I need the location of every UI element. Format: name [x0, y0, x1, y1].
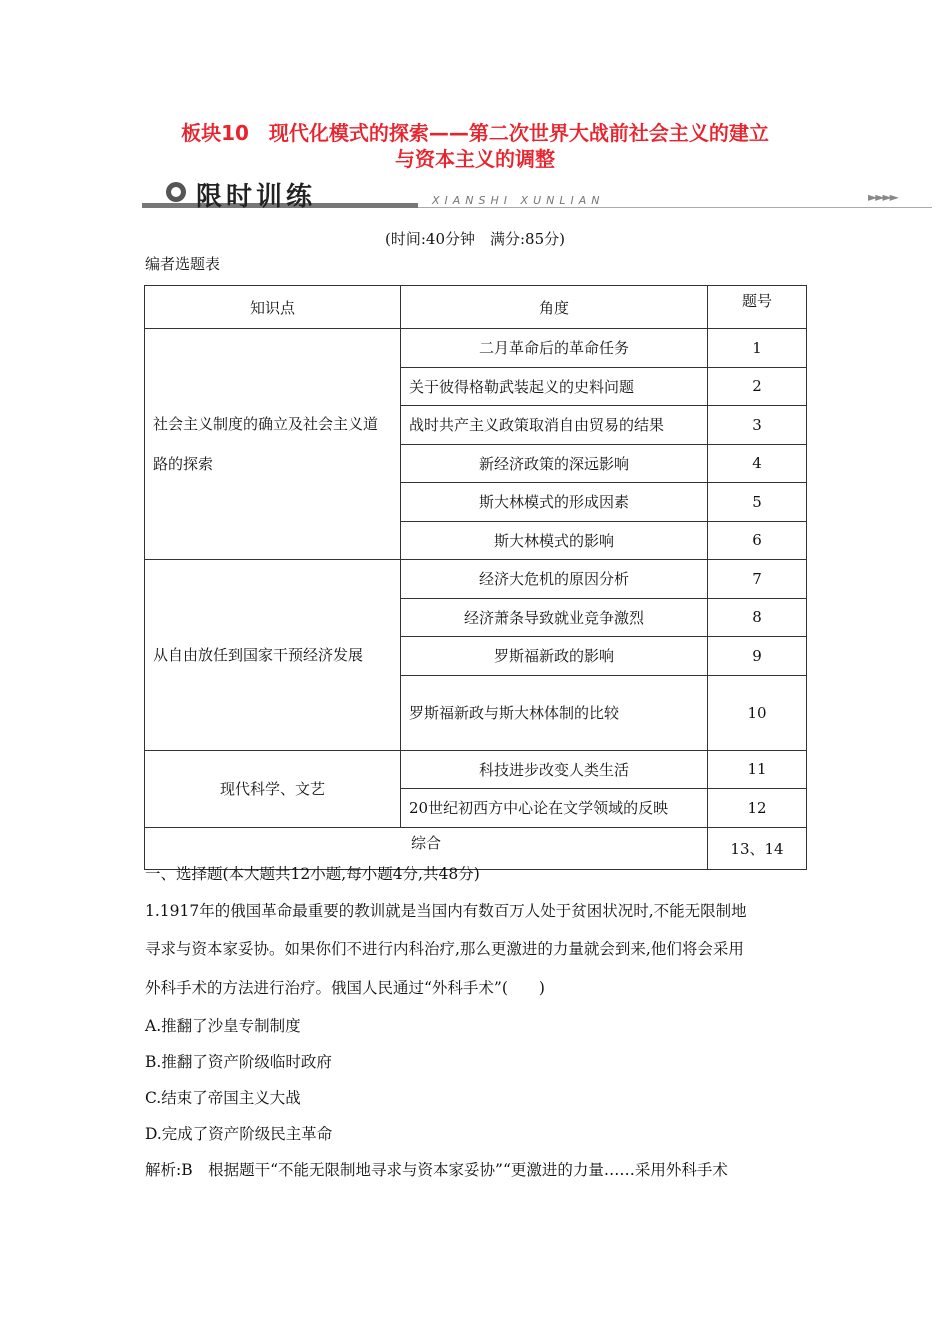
angle-cell: 二月革命后的革命任务 [401, 329, 708, 368]
number-cell: 6 [708, 521, 807, 560]
angle-cell-text: 罗斯福新政与斯大林体制的比较 [409, 703, 620, 722]
table-row [145, 750, 807, 789]
table-row [145, 560, 807, 599]
angle-cell: 斯大林模式的形成因素 [401, 483, 708, 522]
question-text-line-3: 外科手术的方法进行治疗。俄国人民通过“外科手术”( ) [145, 979, 545, 997]
option-d: D.完成了资产阶级民主革命 [145, 1125, 333, 1143]
angle-cell: 关于彼得格勒武装起义的史料问题 [401, 367, 708, 406]
angle-cell [401, 675, 708, 750]
number-cell: 2 [708, 367, 807, 406]
number-cell: 11 [708, 750, 807, 789]
topic-cell: 从自由放任到国家干预经济发展 [145, 560, 401, 751]
table-row [145, 329, 807, 368]
banner-rule [418, 207, 932, 208]
title-line-1: 板块10 现代化模式的探索——第二次世界大战前社会主义的建立 [181, 121, 769, 145]
banner-label: 限时训练 [196, 182, 317, 212]
angle-cell: 新经济政策的深远影响 [401, 444, 708, 483]
summary-cell: 综合 [145, 827, 708, 870]
option-b: B.推翻了资产阶级临时政府 [145, 1053, 332, 1071]
banner-pinyin: XIANSHI XUNLIAN [432, 194, 605, 207]
number-cell: 7 [708, 560, 807, 599]
header-angle: 角度 [401, 286, 708, 329]
angle-cell: 科技进步改变人类生活 [401, 750, 708, 789]
number-cell: 8 [708, 598, 807, 637]
number-cell: 3 [708, 406, 807, 445]
number-cell: 5 [708, 483, 807, 522]
number-cell: 1 [708, 329, 807, 368]
angle-cell: 战时共产主义政策取消自由贸易的结果 [401, 406, 708, 445]
question-text-line-2: 寻求与资本家妥协。如果你们不进行内科治疗,那么更激进的力量就会到来,他们将会采用 [145, 940, 744, 958]
header-number: 题号 [708, 286, 807, 329]
table-header-row [145, 286, 807, 329]
number-cell: 12 [708, 789, 807, 828]
arrows-icon: ►►►► [868, 190, 897, 204]
time-score-info: (时间:40分钟 满分:85分) [385, 230, 565, 248]
topic-cell: 社会主义制度的确立及社会主义道路的探索 [145, 329, 401, 560]
header-topic: 知识点 [145, 286, 401, 329]
angle-cell: 经济大危机的原因分析 [401, 560, 708, 599]
question-text-line-1: 1.1917年的俄国革命最重要的教训就是当国内有数百万人处于贫困状况时,不能无限制地 [145, 902, 747, 920]
page-title [120, 120, 830, 172]
analysis-text: 解析:B 根据题干“不能无限制地寻求与资本家妥协”“更激进的力量……采用外科手术 [145, 1161, 728, 1179]
number-cell: 9 [708, 637, 807, 676]
number-cell: 10 [708, 675, 807, 750]
angle-cell: 经济萧条导致就业竞争激烈 [401, 598, 708, 637]
angle-cell: 20世纪初西方中心论在文学领域的反映 [401, 789, 708, 828]
ring-icon [166, 182, 186, 202]
angle-cell: 斯大林模式的影响 [401, 521, 708, 560]
section-banner [142, 176, 932, 212]
table-title: 编者选题表 [145, 255, 221, 273]
topic-cell: 现代科学、文艺 [145, 750, 401, 827]
topic-table [144, 285, 807, 870]
title-line-2: 与资本主义的调整 [395, 147, 555, 171]
section-heading: 一、选择题(本大题共12小题,每小题4分,共48分) [145, 865, 480, 883]
option-c: C.结束了帝国主义大战 [145, 1089, 301, 1107]
summary-number-cell: 13、14 [708, 827, 807, 870]
number-cell: 4 [708, 444, 807, 483]
angle-cell: 罗斯福新政的影响 [401, 637, 708, 676]
option-a: A.推翻了沙皇专制制度 [145, 1017, 301, 1035]
